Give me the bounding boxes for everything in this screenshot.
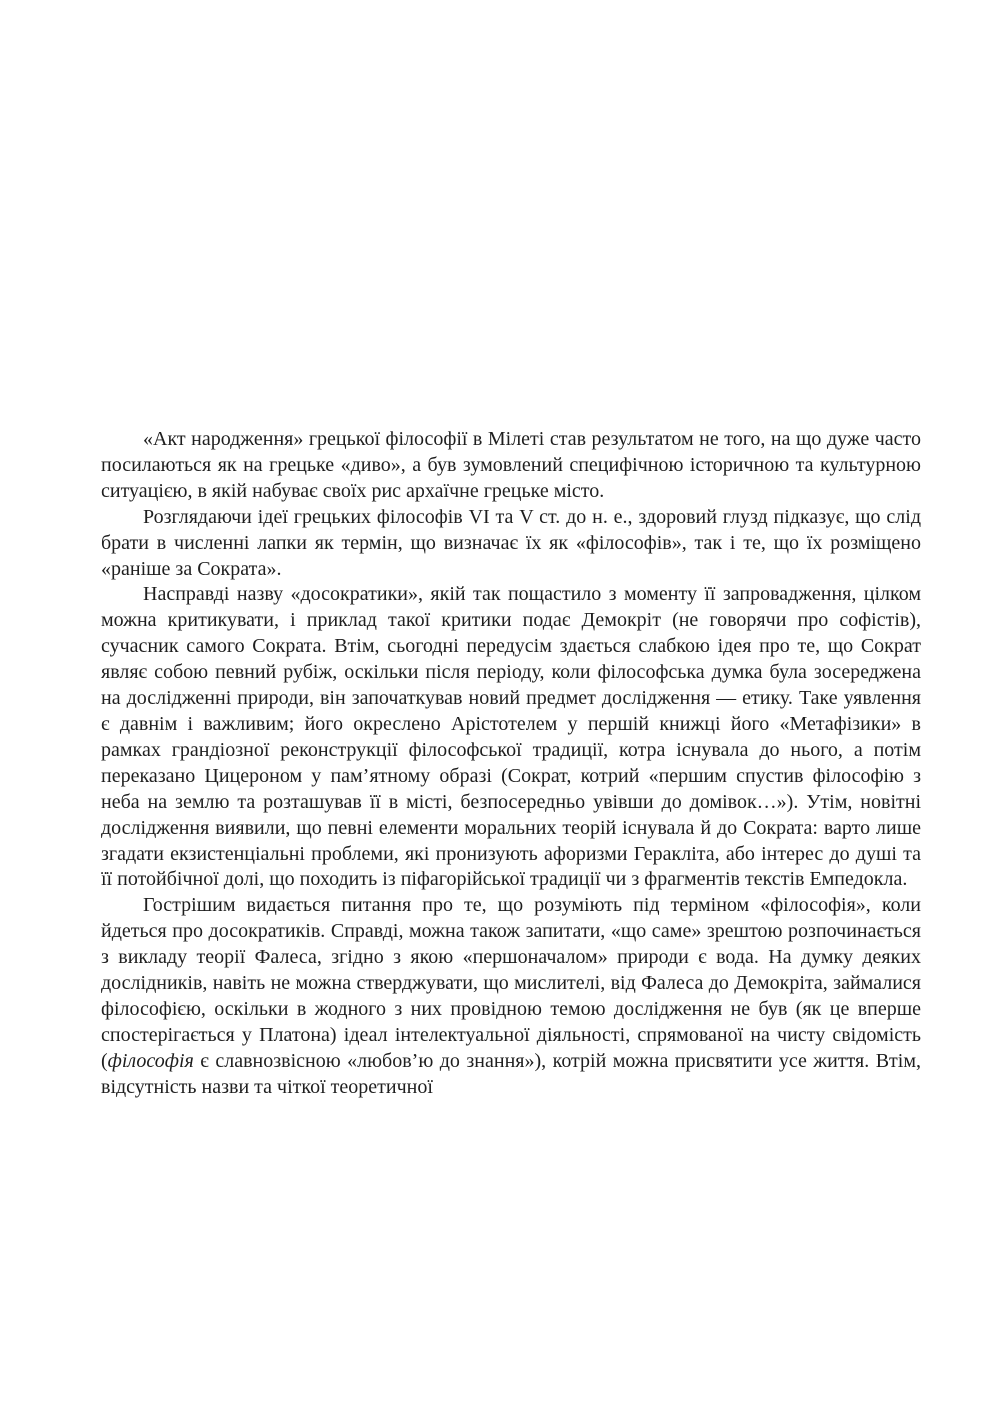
paragraph-2: Розглядаючи ідеї грецьких філософів VI та V ст. до н. е., здоровий глузд підказує, що слід брати в численні лапки як термін, що визначає їх як «філософів», так і те, що їх розміщено «раніше за Сократа».: [101, 505, 921, 580]
paragraph-3: Насправді назву «досократики», якій так пощастило з моменту її запровадження, цілком можна критикувати, і приклад такої критики подає Демокріт (не говорячи про софістів), сучасник самого Сократа. Втім, сьогодні передусім здається слабкою ідея про те, що Сократ являє собою певний рубіж, оскільки після періоду, коли філософська думка була зосереджена на дослідженні природи, він започаткував новий предмет дослідження — етику. Таке уявлення є давнім і важливим; його окреслено Арістотелем у першій книжці його «Метафізики» в рамках грандіозної реконструкції філософської традиції, котра існувала до нього, а потім переказано Цицероном у пам’ятному образі (Сократ, котрий «першим спустив філософію з неба на землю та розташував її в місті, безпосередньо увівши до домівок…»). Утім, новітні дослідження виявили, що певні елементи моральних теорій існувала й до Сократа: варто лише згадати екзистенціальні проблеми, які пронизують афоризми Геракліта, або інтерес до душі та її потойбічної долі, що походить із піфагорійської традиції чи з фрагментів текстів Емпедокла.: [101, 583, 921, 891]
paragraph-4: [101, 893, 921, 1100]
body-text: [101, 427, 921, 1101]
paragraph-1: «Акт народження» грецької філософії в Мілеті став результатом не того, на що дуже часто посилаються як на грецьке «диво», а був зумовлений специфічною історичною та культурною ситуацією, в якій набуває своїх рис архаїчне грецьке місто.: [101, 428, 921, 502]
paragraph-4-text-end: є славнозвісною «любов’ю до знання»), котрій можна присвятити усе життя. Втім, відсутність назви та чіткої теоретичної: [101, 1049, 921, 1098]
emphasis-philosophy: філософія: [107, 1049, 194, 1072]
paragraph-4-text-start: Гострішим видається питання про те, що розуміють під терміном «філософія», коли йдеться про досократиків. Справді, можна також запитати, «що саме» зрештою розпочинається з викладу теорії Фалеса, згідно з якою «першоначалом» природи є вода. На думку деяких дослідників, навіть не можна стверджувати, що мислителі, від Фалеса до Демокріта, займалися філософією, оскільки в жодного з них провідною темою дослідження не був (як це вперше спостерігається у Платона) ідеал інтелектуальної діяльності, спрямованої на чисту свідомість (: [101, 894, 921, 1072]
